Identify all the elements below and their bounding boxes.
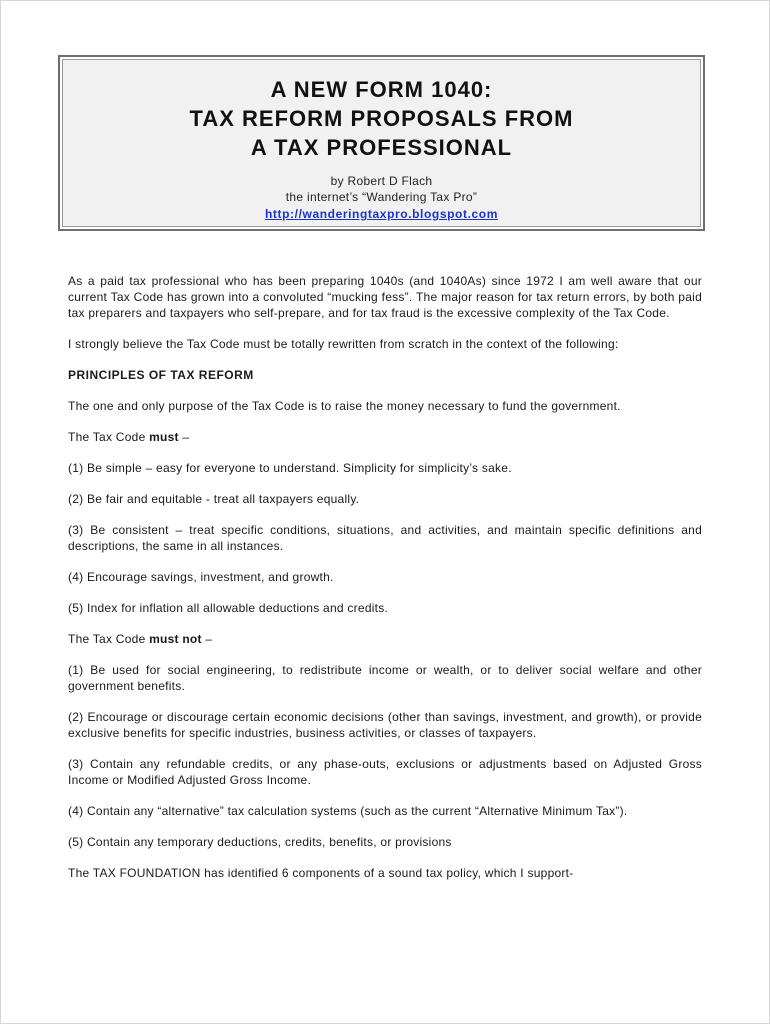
section-heading: PRINCIPLES OF TAX REFORM — [68, 368, 254, 382]
document-body — [68, 273, 702, 896]
title-line-2: TAX REFORM PROPOSALS FROM — [189, 106, 574, 131]
author-line: by Robert D Flach — [330, 174, 433, 188]
intro-paragraph-1: As a paid tax professional who has been preparing 1040s (and 1040As) since 1972 I am well aware that our current Tax Code has grown into a convoluted “mucking fess”. The major reason for tax return errors, by both paid tax preparers and taxpayers who self-prepare, and for tax fraud is the excessive complexity of the Tax Code. — [68, 274, 702, 320]
must-not-intro-suffix: – — [201, 632, 213, 646]
title-box — [58, 55, 705, 231]
must-item-1: (1) Be simple – easy for everyone to understand. Simplicity for simplicity’s sake. — [68, 461, 512, 475]
must-item-3: (3) Be consistent – treat specific conditions, situations, and activities, and maintain specific definitions and descriptions, the same in all instances. — [68, 523, 702, 553]
must-not-intro-prefix: The Tax Code — [68, 632, 150, 646]
must-word: must — [149, 430, 179, 444]
must-not-item-5: (5) Contain any temporary deductions, credits, benefits, or provisions — [68, 835, 452, 849]
purpose-statement: The one and only purpose of the Tax Code is to raise the money necessary to fund the government. — [68, 399, 621, 413]
document-title — [60, 75, 703, 162]
title-line-1: A NEW FORM 1040: — [270, 77, 493, 102]
must-not-item-1: (1) Be used for social engineering, to redistribute income or wealth, or to deliver social welfare and other government benefits. — [68, 663, 702, 693]
intro-paragraph-2: I strongly believe the Tax Code must be totally rewritten from scratch in the context of the following: — [68, 337, 619, 351]
must-item-2: (2) Be fair and equitable - treat all taxpayers equally. — [68, 492, 360, 506]
closing-paragraph: The TAX FOUNDATION has identified 6 components of a sound tax policy, which I support- — [68, 866, 574, 880]
must-not-intro — [68, 631, 702, 647]
author-tagline: the internet’s “Wandering Tax Pro” — [285, 190, 478, 204]
must-item-5: (5) Index for inflation all allowable deductions and credits. — [68, 601, 389, 615]
must-intro-suffix: – — [178, 430, 190, 444]
must-not-item-4: (4) Contain any “alternative” tax calculation systems (such as the current “Alternative Minimum Tax”). — [68, 804, 628, 818]
title-line-3: A TAX PROFESSIONAL — [250, 135, 513, 160]
must-not-item-3: (3) Contain any refundable credits, or any phase-outs, exclusions or adjustments based on Adjusted Gross Income or Modified Adjusted Gross Income. — [68, 757, 702, 787]
blog-link[interactable]: http://wanderingtaxpro.blogspot.com — [265, 207, 498, 221]
must-item-4: (4) Encourage savings, investment, and growth. — [68, 570, 334, 584]
must-not-word: must not — [149, 632, 202, 646]
must-intro — [68, 429, 702, 445]
must-not-item-2: (2) Encourage or discourage certain economic decisions (other than savings, investment, and growth), or provide exclusive benefits for specific industries, business activities, or classes of taxpayers. — [68, 710, 702, 740]
must-intro-prefix: The Tax Code — [68, 430, 150, 444]
